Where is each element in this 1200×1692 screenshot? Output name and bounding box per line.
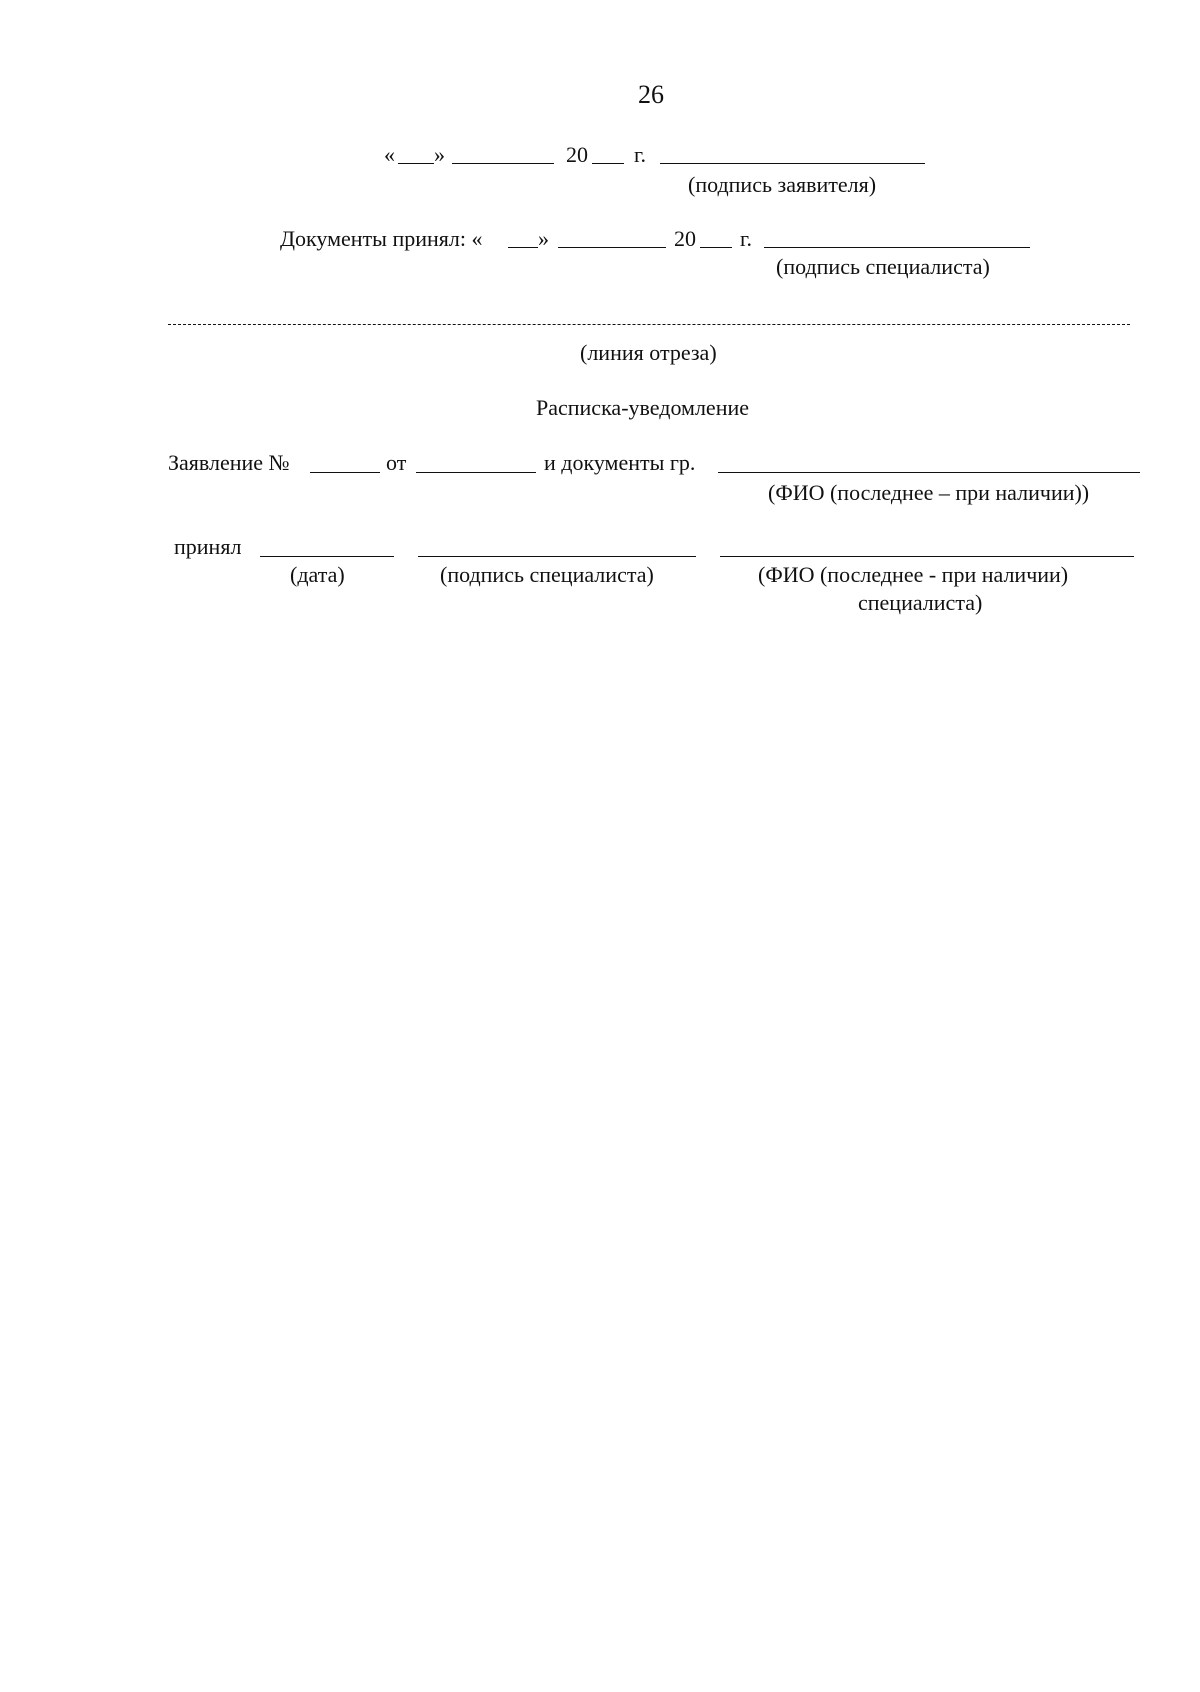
accepted-label: Документы принял: « (280, 226, 483, 251)
specialist-fio-caption-line1: (ФИО (последнее - при наличии) (758, 562, 1069, 587)
applicant-year-field[interactable] (592, 163, 624, 164)
cut-line (168, 324, 1130, 325)
year-suffix: г. (634, 142, 647, 167)
receipt-signature-caption: (подпись специалиста) (440, 562, 654, 587)
specialist-fio-caption-line2: специалиста) (858, 590, 983, 615)
accepted-year-field[interactable] (700, 247, 732, 248)
quote-open: « (384, 142, 395, 167)
quote-close: » (434, 142, 445, 167)
receipt-date-caption: (дата) (290, 562, 345, 587)
receipt-date-field[interactable] (260, 556, 394, 557)
statement-date-field[interactable] (416, 472, 536, 473)
applicant-signature-field[interactable] (660, 163, 925, 164)
accepted-signature-caption: (подпись специалиста) (776, 254, 990, 279)
applicant-day-field[interactable] (398, 163, 434, 164)
applicant-month-field[interactable] (452, 163, 554, 164)
statement-number-field[interactable] (310, 472, 380, 473)
accepted-quote-close: » (538, 226, 549, 251)
page-number: 26 (638, 80, 664, 109)
citizen-fio-field[interactable] (718, 472, 1140, 473)
documents-label: и документы гр. (544, 450, 696, 475)
accepted-year-prefix: 20 (674, 226, 696, 251)
accepted-day-field[interactable] (508, 247, 538, 248)
applicant-signature-caption: (подпись заявителя) (688, 172, 877, 197)
accepted-year-suffix: г. (740, 226, 753, 251)
statement-label: Заявление № (168, 450, 290, 475)
cut-line-caption: (линия отреза) (580, 340, 717, 365)
accepted-signature-field[interactable] (764, 247, 1030, 248)
receipt-accepted-label: принял (174, 534, 242, 559)
receipt-signature-field[interactable] (418, 556, 696, 557)
receipt-title: Расписка-уведомление (536, 395, 750, 420)
receipt-specialist-fio-field[interactable] (720, 556, 1134, 557)
year-prefix: 20 (566, 142, 588, 167)
from-label: от (386, 450, 407, 475)
citizen-fio-caption: (ФИО (последнее – при наличии)) (768, 480, 1090, 505)
accepted-month-field[interactable] (558, 247, 666, 248)
